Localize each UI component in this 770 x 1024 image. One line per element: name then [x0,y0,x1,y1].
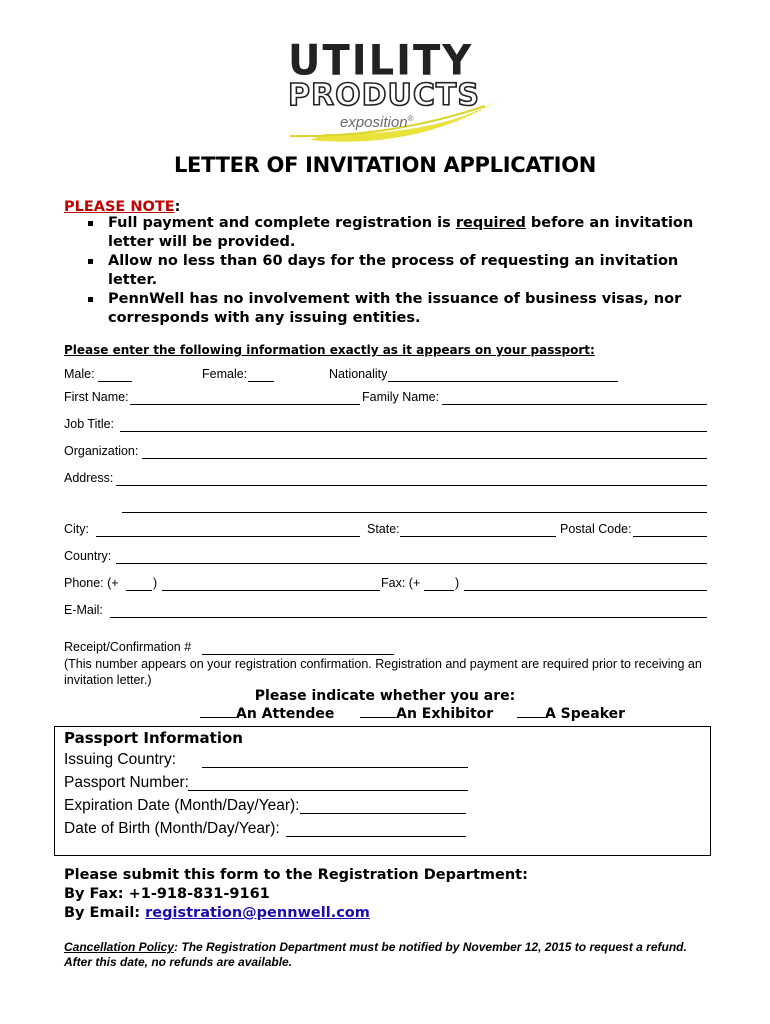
note-item: Allow no less than 60 days for the process of requesting an invitation letter. [64,252,714,290]
passport-instruction: Please enter the following information exactly as it appears on your passport: [64,343,595,357]
note-item: PennWell has no involvement with the issuance of business visas, nor corresponds with any issuing entities. [64,290,714,328]
please-note-heading: PLEASE NOTE: [64,199,181,215]
phone-paren-close: ) [153,576,158,590]
first-name-field[interactable] [130,404,360,405]
date-of-birth-label: Date of Birth (Month/Day/Year): [64,820,280,837]
role-speaker-label: A Speaker [544,706,626,722]
submit-fax: By Fax: +1-918-831-9161 [64,886,270,902]
fax-paren-close: ) [455,576,460,590]
submit-instructions [64,866,528,923]
fax-country-code-field[interactable] [424,590,454,591]
organization-label: Organization: [64,444,139,458]
role-attendee-blank[interactable] [200,717,236,718]
logo-word-products: PRODUCTS [288,78,480,113]
issuing-country-label: Issuing Country: [64,751,176,768]
female-field[interactable] [248,381,274,382]
job-title-field[interactable] [120,431,707,432]
country-label: Country: [64,549,112,563]
address-field-line2[interactable] [122,512,707,513]
state-label: State: [367,522,400,536]
male-field[interactable] [98,381,132,382]
receipt-note: (This number appears on your registration confirmation. Registration and payment are required prior to receiving an invitation letter.) [64,657,702,687]
expiration-date-label: Expiration Date (Month/Day/Year): [64,797,300,814]
state-field[interactable] [400,536,556,537]
postal-code-field[interactable] [633,536,707,537]
page-title: LETTER OF INVITATION APPLICATION [173,153,597,177]
phone-country-code-field[interactable] [126,590,152,591]
role-options [200,706,625,722]
passport-title: Passport Information [64,729,243,747]
registration-email-link[interactable]: registration@pennwell.com [145,905,370,921]
date-of-birth-field[interactable] [286,836,466,837]
nationality-label: Nationality [329,367,388,381]
email-field[interactable] [110,617,707,618]
expiration-date-field[interactable] [300,813,466,814]
role-exhibitor-label: An Exhibitor [396,706,494,722]
submit-email-row: By Email: registration@pennwell.com [64,905,370,921]
family-name-label: Family Name: [362,390,440,404]
utility-products-logo [270,38,510,148]
nationality-field[interactable] [388,381,618,382]
role-speaker-blank[interactable] [517,717,545,718]
role-prompt: Please indicate whether you are: [254,688,516,704]
family-name-field[interactable] [442,404,707,405]
receipt-field[interactable] [202,654,394,655]
phone-label: Phone: (+ [64,576,119,590]
first-name-label: First Name: [64,390,129,404]
fax-field[interactable] [464,590,707,591]
phone-field[interactable] [162,590,380,591]
logo-word-utility: UTILITY [288,36,474,86]
organization-field[interactable] [142,458,707,459]
submit-heading: Please submit this form to the Registration Department: [64,867,528,883]
role-exhibitor-blank[interactable] [360,717,396,718]
logo-word-exposition: exposition® [340,114,414,131]
email-label: E-Mail: [64,603,103,617]
note-list [64,214,714,328]
city-label: City: [64,522,89,536]
male-label: Male: [64,367,95,381]
passport-number-label: Passport Number: [64,774,189,791]
female-label: Female: [202,367,248,381]
address-label: Address: [64,471,114,485]
issuing-country-field[interactable] [202,767,468,768]
receipt-label: Receipt/Confirmation # [64,640,192,654]
fax-label: Fax: (+ [381,576,421,590]
cancellation-policy: Cancellation Policy: The Registration Department must be notified by November 12, 2015 to request a refund. After this date, no refunds are available. [64,940,687,969]
passport-number-field[interactable] [188,790,468,791]
address-field-line1[interactable] [116,485,707,486]
role-attendee-label: An Attendee [236,706,335,722]
job-title-label: Job Title: [64,417,115,431]
country-field[interactable] [116,563,707,564]
postal-code-label: Postal Code: [560,522,632,536]
city-field[interactable] [96,536,360,537]
note-item: Full payment and complete registration is required before an invitation letter will be provided. [64,214,714,252]
